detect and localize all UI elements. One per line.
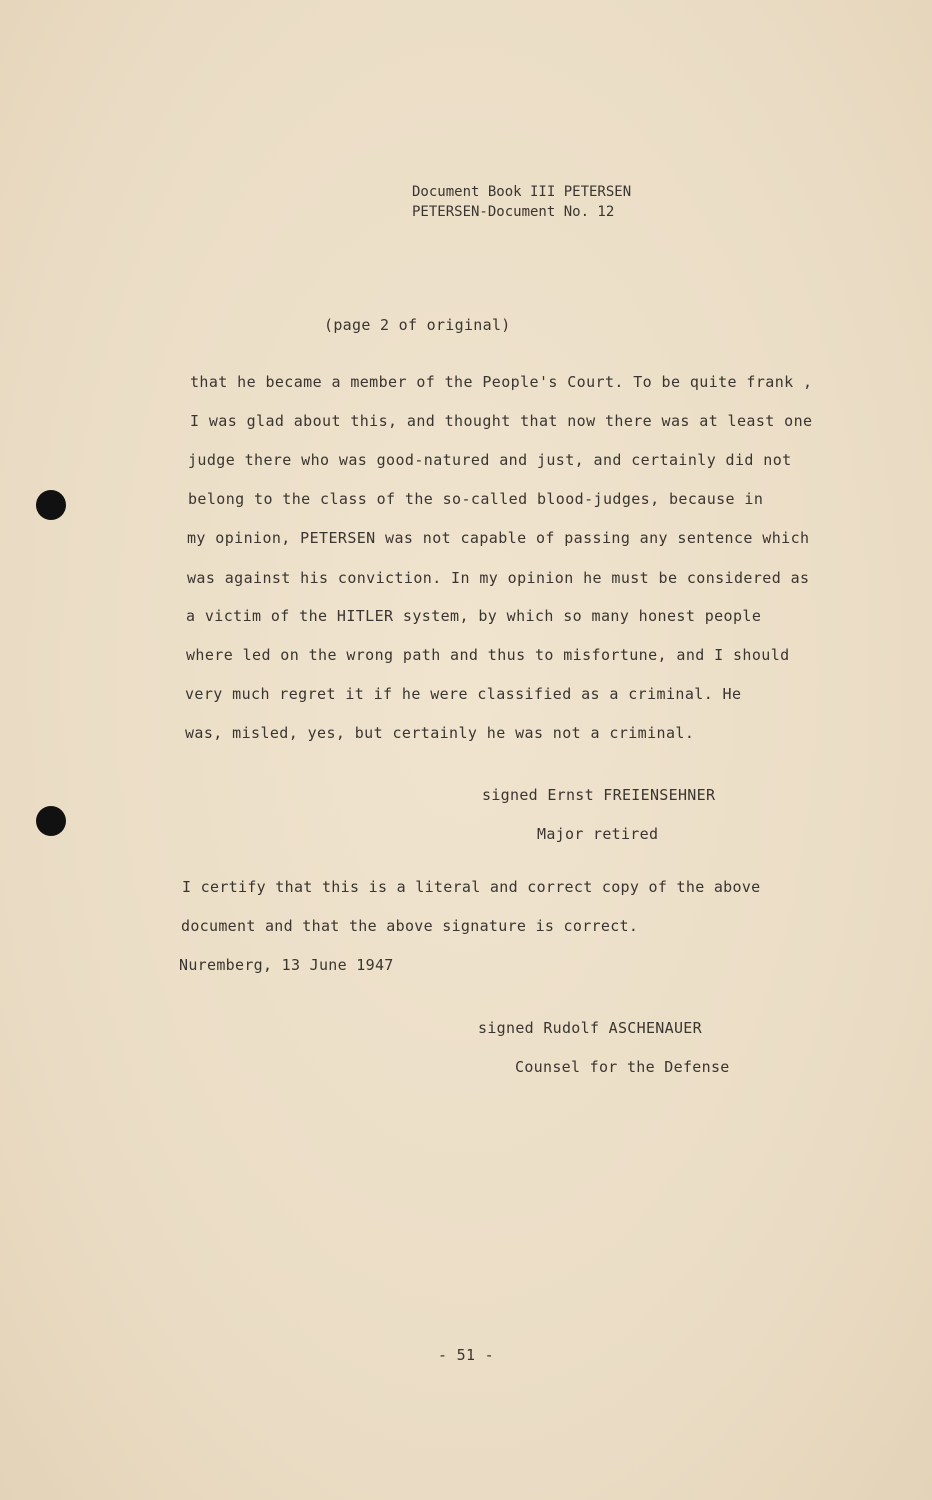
- certification-line: document and that the above signature is correct.: [181, 917, 639, 935]
- body-line: was, misled, yes, but certainly he was not a criminal.: [185, 724, 695, 742]
- body-line: my opinion, PETERSEN was not capable of passing any sentence which: [187, 529, 810, 547]
- page-note: (page 2 of original): [324, 316, 511, 334]
- header-line-2: PETERSEN-Document No. 12: [412, 204, 615, 220]
- document-header: [412, 182, 631, 222]
- body-line: judge there who was good-natured and just, and certainly did not: [188, 451, 792, 469]
- certification-date: Nuremberg, 13 June 1947: [179, 956, 394, 974]
- signature-name: signed Ernst FREIENSEHNER: [482, 786, 716, 804]
- body-line: a victim of the HITLER system, by which so many honest people: [186, 607, 762, 625]
- page-number: - 51 -: [438, 1346, 494, 1364]
- certification-line: I certify that this is a literal and correct copy of the above: [182, 878, 761, 896]
- punch-hole-top: [36, 490, 66, 520]
- body-line: I was glad about this, and thought that now there was at least one: [190, 412, 813, 430]
- signature-name: signed Rudolf ASCHENAUER: [478, 1019, 702, 1037]
- signature-title: Major retired: [537, 825, 659, 843]
- body-line: that he became a member of the People's Court. To be quite frank ,: [190, 373, 813, 391]
- punch-hole-bottom: [36, 806, 66, 836]
- body-line: was against his conviction. In my opinion he must be considered as: [187, 569, 810, 587]
- body-line: where led on the wrong path and thus to misfortune, and I should: [186, 646, 790, 664]
- header-line-1: Document Book III PETERSEN: [412, 184, 632, 200]
- signature-title: Counsel for the Defense: [515, 1058, 730, 1076]
- body-line: very much regret it if he were classified as a criminal. He: [185, 685, 742, 703]
- body-line: belong to the class of the so-called blood-judges, because in: [188, 490, 764, 508]
